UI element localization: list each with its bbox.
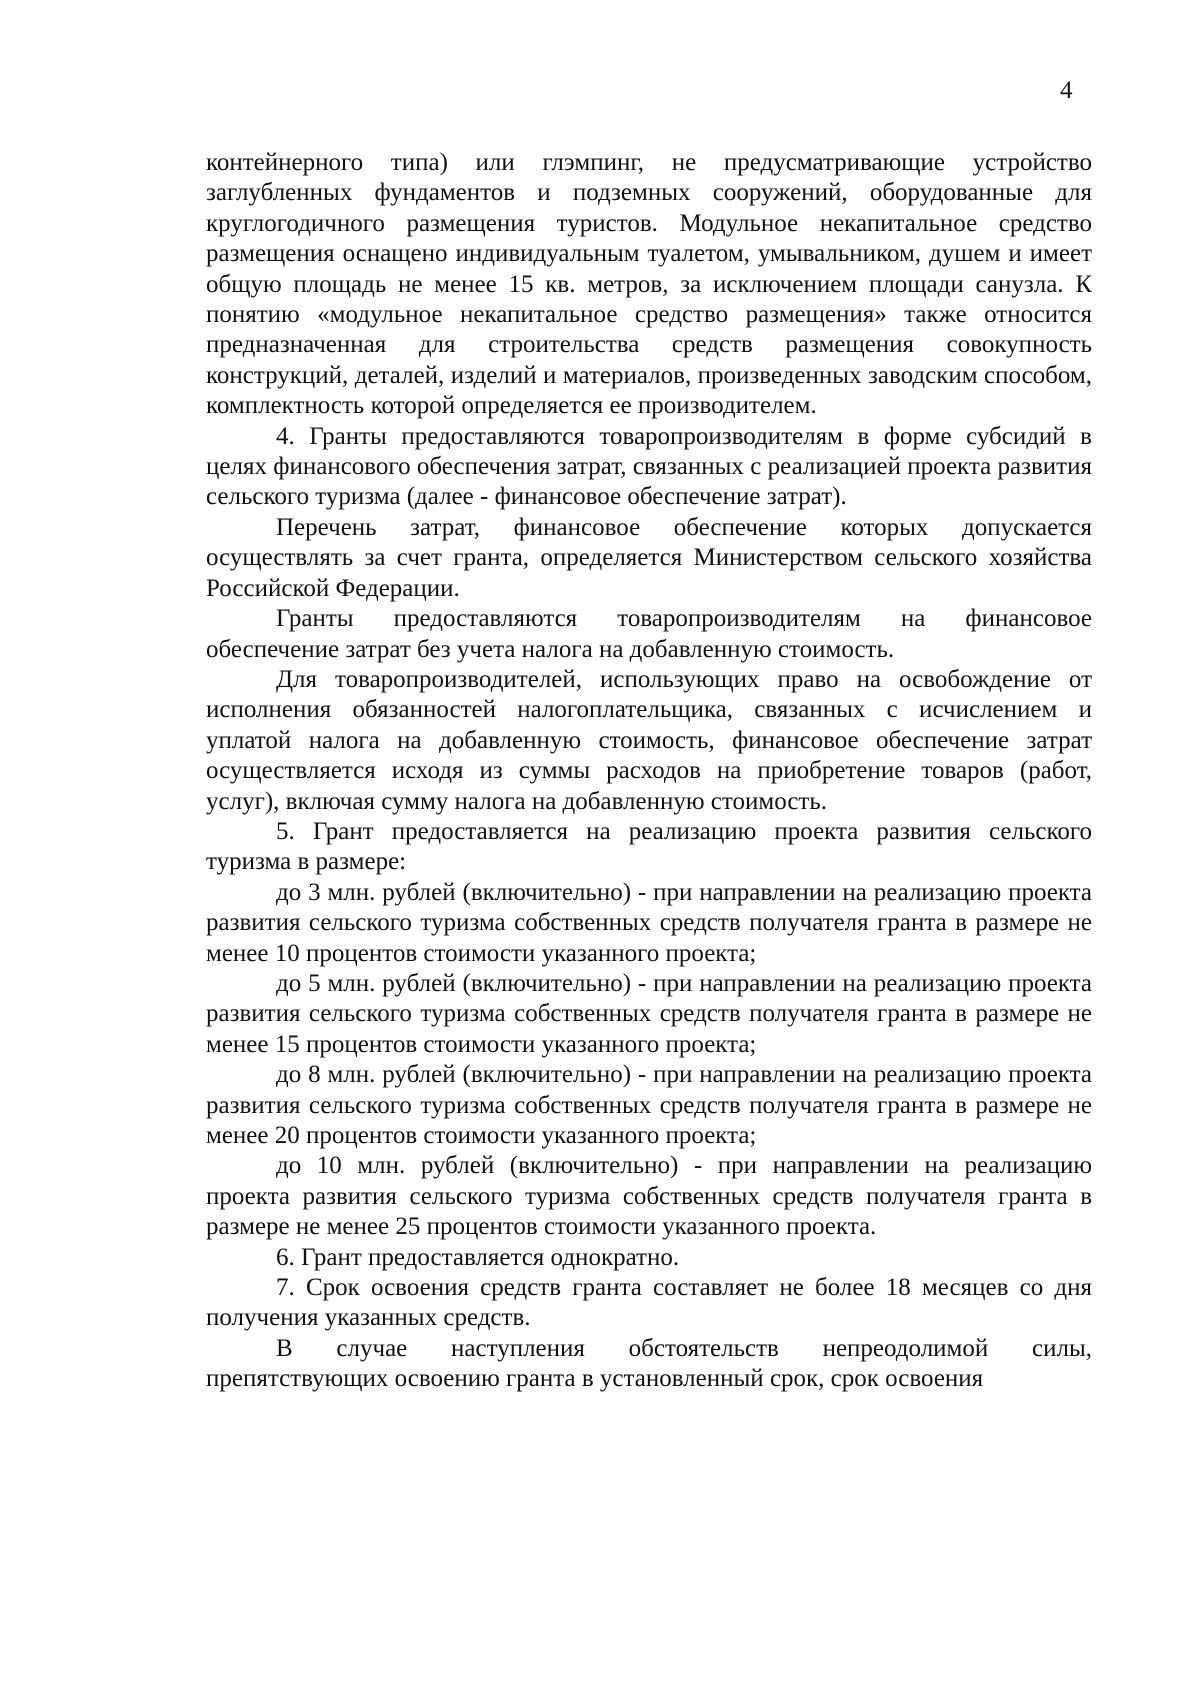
paragraph-vat-exempt: Для товаропроизводителей, использующих право на освобождение от исполнения обязанностей налогоплательщика, связанных с исчислением и уплатой налога на добавленную стоимость, финансовое обеспечение затрат осуществляется исходя из суммы расходов на приобретение товаров (работ, услуг), включая сумму налога на добавленную стоимость.	[206, 665, 1092, 815]
paragraph-grant-tier-10m: до 10 млн. рублей (включительно) - при направлении на реализацию проекта развития сельского туризма собственных средств получателя гранта в размере не менее 25 процентов стоимости указанного проекта.	[206, 1152, 1092, 1241]
page-number: 4	[1060, 77, 1073, 104]
paragraph-item-5: 5. Грант предоставляется на реализацию проекта развития сельского туризма в размере:	[206, 817, 1092, 876]
paragraph-item-6: 6. Грант предоставляется однократно.	[276, 1243, 680, 1271]
paragraph-item-7: 7. Срок освоения средств гранта составляет не более 18 месяцев со дня получения указанных средств.	[206, 1274, 1092, 1332]
document-body	[206, 148, 1092, 1395]
paragraph-force-majeure: В случае наступления обстоятельств непреодолимой силы, препятствующих освоению гранта в установленный срок, срок освоения	[206, 1334, 1092, 1393]
paragraph-cost-list: Перечень затрат, финансовое обеспечение которых допускается осуществлять за счет гранта, определяется Министерством сельского хозяйства Российской Федерации.	[206, 513, 1092, 602]
paragraph-grant-tier-3m: до 3 млн. рублей (включительно) - при направлении на реализацию проекта развития сельского туризма собственных средств получателя гранта в размере не менее 10 процентов стоимости указанного проекта;	[206, 878, 1092, 967]
paragraph-item-4: 4. Гранты предоставляются товаропроизводителям в форме субсидий в целях финансового обеспечения затрат, связанных с реализацией проекта развития сельского туризма (далее - финансовое обеспечение затрат).	[206, 422, 1092, 511]
paragraph-vat-exclusion: Гранты предоставляются товаропроизводителям на финансовое обеспечение затрат без учета налога на добавленную стоимость.	[206, 605, 1092, 663]
paragraph-grant-tier-5m: до 5 млн. рублей (включительно) - при направлении на реализацию проекта развития сельского туризма собственных средств получателя гранта в размере не менее 15 процентов стоимости указанного проекта;	[206, 969, 1092, 1058]
paragraph-grant-tier-8m: до 8 млн. рублей (включительно) - при направлении на реализацию проекта развития сельского туризма собственных средств получателя гранта в размере не менее 20 процентов стоимости указанного проекта;	[206, 1061, 1092, 1149]
paragraph-continuation: контейнерного типа) или глэмпинг, не предусматривающие устройство заглубленных фундаментов и подземных сооружений, оборудованные для круглогодичного размещения туристов. Модульное некапитальное средство размещения оснащено индивидуальным туалетом, умывальником, душем и имеет общую площадь не менее 15 кв. метров, за исключением площади санузла. К понятию «модульное некапитальное средство размещения» также относится предназначенная для строительства средств размещения совокупность конструкций, деталей, изделий и материалов, произведенных заводским способом, комплектность которой определяется ее производителем.	[206, 149, 1092, 420]
